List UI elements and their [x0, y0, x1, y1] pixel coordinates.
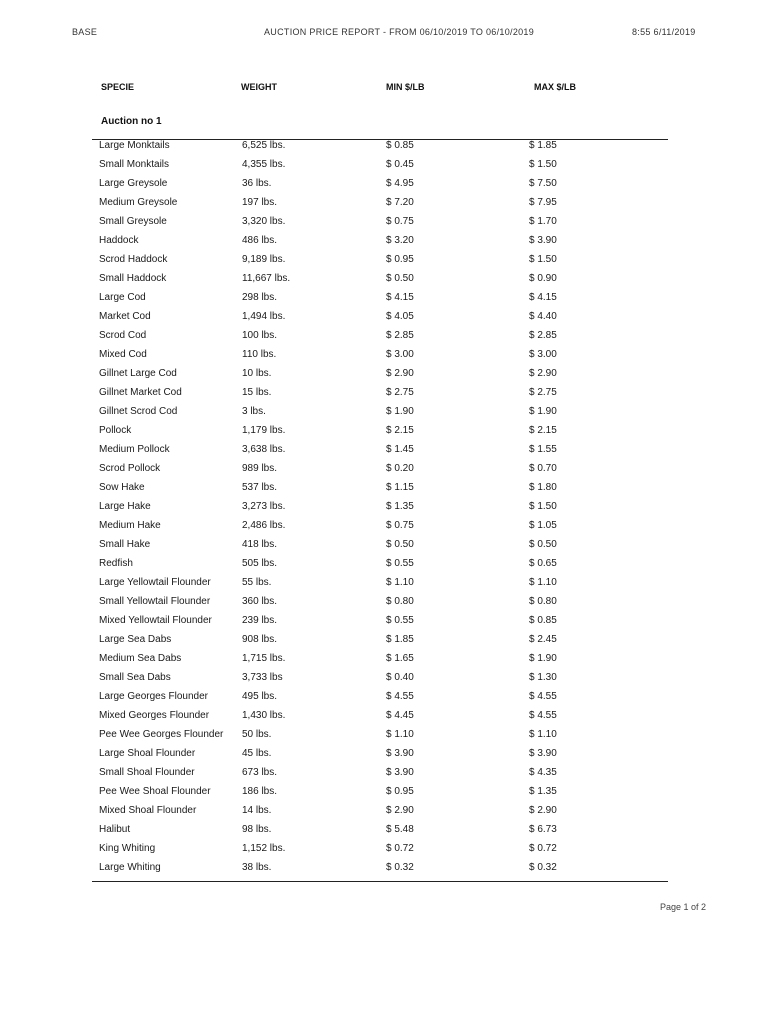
table-row: [0, 840, 768, 859]
cell-weight: 360 lbs.: [242, 596, 278, 607]
cell-max-price: $ 1.90: [529, 653, 557, 664]
table-row: [0, 555, 768, 574]
cell-weight: 9,189 lbs.: [242, 254, 286, 265]
table-row: [0, 384, 768, 403]
table-row: [0, 460, 768, 479]
table-row: [0, 517, 768, 536]
page-number: Page 1 of 2: [660, 902, 707, 912]
cell-weight: 1,715 lbs.: [242, 653, 286, 664]
cell-weight: 1,430 lbs.: [242, 710, 286, 721]
table-row: [0, 289, 768, 308]
cell-min-price: $ 3.90: [386, 748, 414, 759]
cell-weight: 36 lbs.: [242, 178, 272, 189]
cell-max-price: $ 0.85: [529, 615, 557, 626]
cell-specie: Scrod Pollock: [99, 463, 161, 474]
cell-max-price: $ 1.85: [529, 140, 557, 151]
cell-weight: 2,486 lbs.: [242, 520, 286, 531]
cell-weight: 1,152 lbs.: [242, 843, 286, 854]
cell-weight: 55 lbs.: [242, 577, 272, 588]
cell-max-price: $ 0.65: [529, 558, 557, 569]
cell-max-price: $ 2.90: [529, 368, 557, 379]
cell-specie: Medium Sea Dabs: [99, 653, 182, 664]
table-row: [0, 669, 768, 688]
cell-min-price: $ 1.90: [386, 406, 414, 417]
cell-min-price: $ 7.20: [386, 197, 414, 208]
table-row: [0, 783, 768, 802]
cell-specie: Medium Pollock: [99, 444, 170, 455]
cell-max-price: $ 7.50: [529, 178, 557, 189]
cell-specie: Mixed Yellowtail Flounder: [99, 615, 212, 626]
cell-max-price: $ 4.15: [529, 292, 557, 303]
cell-specie: Large Monktails: [99, 140, 170, 151]
cell-specie: Gillnet Large Cod: [99, 368, 177, 379]
cell-specie: Mixed Shoal Flounder: [99, 805, 197, 816]
cell-specie: Large Shoal Flounder: [99, 748, 196, 759]
table-row: [0, 707, 768, 726]
cell-min-price: $ 0.20: [386, 463, 414, 474]
cell-max-price: $ 1.50: [529, 501, 557, 512]
cell-weight: 110 lbs.: [242, 349, 277, 360]
cell-weight: 14 lbs.: [242, 805, 272, 816]
cell-min-price: $ 1.85: [386, 634, 414, 645]
cell-specie: Large Hake: [99, 501, 151, 512]
cell-max-price: $ 0.50: [529, 539, 557, 550]
cell-min-price: $ 3.20: [386, 235, 414, 246]
cell-min-price: $ 5.48: [386, 824, 414, 835]
cell-min-price: $ 2.85: [386, 330, 414, 341]
cell-min-price: $ 0.55: [386, 558, 414, 569]
cell-weight: 298 lbs.: [242, 292, 278, 303]
cell-max-price: $ 4.40: [529, 311, 557, 322]
cell-min-price: $ 0.55: [386, 615, 414, 626]
cell-weight: 495 lbs.: [242, 691, 278, 702]
table-row: [0, 498, 768, 517]
table-row: [0, 764, 768, 783]
table-row: [0, 137, 768, 156]
cell-max-price: $ 1.05: [529, 520, 557, 531]
cell-weight: 989 lbs.: [242, 463, 278, 474]
auction-section-label: Auction no 1: [101, 116, 162, 127]
cell-max-price: $ 1.90: [529, 406, 557, 417]
table-row: [0, 422, 768, 441]
cell-min-price: $ 4.15: [386, 292, 414, 303]
table-row: [0, 232, 768, 251]
cell-specie: Market Cod: [99, 311, 151, 322]
cell-max-price: $ 1.10: [529, 577, 557, 588]
cell-min-price: $ 0.72: [386, 843, 414, 854]
cell-max-price: $ 1.80: [529, 482, 557, 493]
cell-min-price: $ 0.95: [386, 254, 414, 265]
cell-weight: 45 lbs.: [242, 748, 272, 759]
cell-max-price: $ 1.35: [529, 786, 557, 797]
cell-weight: 3,273 lbs.: [242, 501, 286, 512]
cell-specie: Halibut: [99, 824, 131, 835]
cell-specie: Large Cod: [99, 292, 146, 303]
cell-min-price: $ 0.40: [386, 672, 414, 683]
cell-specie: Small Yellowtail Flounder: [99, 596, 211, 607]
column-header-max-price: MAX $/LB: [534, 82, 577, 92]
cell-max-price: $ 0.80: [529, 596, 557, 607]
cell-min-price: $ 0.95: [386, 786, 414, 797]
table-row: [0, 441, 768, 460]
cell-weight: 15 lbs.: [242, 387, 272, 398]
cell-specie: Small Hake: [99, 539, 151, 550]
cell-max-price: $ 1.10: [529, 729, 557, 740]
cell-specie: Small Shoal Flounder: [99, 767, 195, 778]
cell-specie: Mixed Cod: [99, 349, 147, 360]
cell-max-price: $ 0.32: [529, 862, 557, 873]
header-timestamp: 8:55 6/11/2019: [632, 27, 696, 37]
cell-min-price: $ 0.75: [386, 216, 414, 227]
cell-min-price: $ 0.32: [386, 862, 414, 873]
cell-max-price: $ 7.95: [529, 197, 557, 208]
cell-max-price: $ 2.90: [529, 805, 557, 816]
cell-weight: 3,320 lbs.: [242, 216, 286, 227]
table-row: [0, 194, 768, 213]
cell-weight: 186 lbs.: [242, 786, 278, 797]
table-row: [0, 479, 768, 498]
header-left-label: BASE: [72, 27, 98, 37]
cell-specie: Small Monktails: [99, 159, 170, 170]
cell-specie: Redfish: [99, 558, 133, 569]
cell-specie: Small Haddock: [99, 273, 167, 284]
table-row: [0, 688, 768, 707]
cell-min-price: $ 1.65: [386, 653, 414, 664]
cell-specie: Large Yellowtail Flounder: [99, 577, 211, 588]
cell-min-price: $ 4.55: [386, 691, 414, 702]
cell-min-price: $ 2.75: [386, 387, 414, 398]
cell-specie: Gillnet Market Cod: [99, 387, 182, 398]
cell-max-price: $ 3.00: [529, 349, 557, 360]
cell-min-price: $ 0.75: [386, 520, 414, 531]
cell-min-price: $ 0.45: [386, 159, 414, 170]
cell-min-price: $ 1.45: [386, 444, 414, 455]
table-row: [0, 802, 768, 821]
table-row: [0, 251, 768, 270]
table-row: [0, 745, 768, 764]
cell-min-price: $ 0.50: [386, 539, 414, 550]
column-header-min-price: MIN $/LB: [386, 82, 425, 92]
column-header-specie: SPECIE: [101, 82, 135, 92]
cell-min-price: $ 2.90: [386, 368, 414, 379]
table-row: [0, 650, 768, 669]
cell-max-price: $ 2.45: [529, 634, 557, 645]
cell-specie: Gillnet Scrod Cod: [99, 406, 178, 417]
cell-specie: Pee Wee Georges Flounder: [99, 729, 224, 740]
table-row: [0, 631, 768, 650]
cell-min-price: $ 0.80: [386, 596, 414, 607]
cell-min-price: $ 4.05: [386, 311, 414, 322]
column-header-weight: WEIGHT: [241, 82, 277, 92]
cell-max-price: $ 2.85: [529, 330, 557, 341]
cell-max-price: $ 0.72: [529, 843, 557, 854]
table-row: [0, 726, 768, 745]
cell-specie: Large Greysole: [99, 178, 168, 189]
cell-min-price: $ 0.50: [386, 273, 414, 284]
cell-weight: 1,494 lbs.: [242, 311, 286, 322]
cell-weight: 1,179 lbs.: [242, 425, 286, 436]
report-title: AUCTION PRICE REPORT - FROM 06/10/2019 TO 06/10/2019: [264, 27, 535, 37]
cell-max-price: $ 4.35: [529, 767, 557, 778]
price-table-body: [0, 137, 768, 878]
cell-weight: 673 lbs.: [242, 767, 278, 778]
cell-min-price: $ 1.15: [386, 482, 414, 493]
cell-specie: King Whiting: [99, 843, 156, 854]
cell-weight: 38 lbs.: [242, 862, 272, 873]
table-row: [0, 213, 768, 232]
cell-min-price: $ 3.90: [386, 767, 414, 778]
cell-max-price: $ 2.75: [529, 387, 557, 398]
cell-max-price: $ 3.90: [529, 235, 557, 246]
cell-max-price: $ 2.15: [529, 425, 557, 436]
cell-weight: 537 lbs.: [242, 482, 278, 493]
table-row: [0, 308, 768, 327]
cell-specie: Pee Wee Shoal Flounder: [99, 786, 211, 797]
cell-weight: 908 lbs.: [242, 634, 278, 645]
table-row: [0, 365, 768, 384]
cell-weight: 418 lbs.: [242, 539, 278, 550]
cell-min-price: $ 4.95: [386, 178, 414, 189]
cell-weight: 505 lbs.: [242, 558, 278, 569]
table-row: [0, 327, 768, 346]
cell-min-price: $ 2.15: [386, 425, 414, 436]
table-row: [0, 536, 768, 555]
cell-specie: Large Georges Flounder: [99, 691, 208, 702]
table-row: [0, 593, 768, 612]
cell-specie: Scrod Haddock: [99, 254, 168, 265]
cell-min-price: $ 1.10: [386, 729, 414, 740]
cell-specie: Sow Hake: [99, 482, 145, 493]
cell-max-price: $ 0.90: [529, 273, 557, 284]
cell-weight: 98 lbs.: [242, 824, 272, 835]
table-row: [0, 346, 768, 365]
cell-weight: 486 lbs.: [242, 235, 278, 246]
cell-weight: 3,733 lbs: [242, 672, 283, 683]
cell-max-price: $ 1.30: [529, 672, 557, 683]
table-row: [0, 821, 768, 840]
cell-max-price: $ 0.70: [529, 463, 557, 474]
cell-min-price: $ 2.90: [386, 805, 414, 816]
cell-max-price: $ 6.73: [529, 824, 557, 835]
cell-weight: 3,638 lbs.: [242, 444, 286, 455]
cell-specie: Small Sea Dabs: [99, 672, 171, 683]
table-row: [0, 859, 768, 878]
cell-min-price: $ 1.10: [386, 577, 414, 588]
table-row: [0, 574, 768, 593]
cell-weight: 10 lbs.: [242, 368, 272, 379]
cell-max-price: $ 1.70: [529, 216, 557, 227]
cell-weight: 3 lbs.: [242, 406, 266, 417]
cell-weight: 100 lbs.: [242, 330, 278, 341]
cell-weight: 197 lbs.: [242, 197, 278, 208]
table-row: [0, 175, 768, 194]
cell-specie: Medium Hake: [99, 520, 161, 531]
cell-specie: Haddock: [99, 235, 139, 246]
cell-specie: Large Sea Dabs: [99, 634, 172, 645]
cell-min-price: $ 1.35: [386, 501, 414, 512]
cell-max-price: $ 4.55: [529, 710, 557, 721]
cell-max-price: $ 1.50: [529, 159, 557, 170]
cell-specie: Pollock: [99, 425, 132, 436]
cell-max-price: $ 4.55: [529, 691, 557, 702]
cell-max-price: $ 3.90: [529, 748, 557, 759]
cell-weight: 6,525 lbs.: [242, 140, 286, 151]
cell-weight: 50 lbs.: [242, 729, 272, 740]
cell-max-price: $ 1.50: [529, 254, 557, 265]
cell-specie: Medium Greysole: [99, 197, 178, 208]
cell-specie: Large Whiting: [99, 862, 161, 873]
table-row: [0, 403, 768, 422]
cell-weight: 4,355 lbs.: [242, 159, 286, 170]
cell-max-price: $ 1.55: [529, 444, 557, 455]
bottom-divider: [92, 881, 668, 882]
cell-specie: Mixed Georges Flounder: [99, 710, 210, 721]
cell-weight: 239 lbs.: [242, 615, 278, 626]
cell-min-price: $ 4.45: [386, 710, 414, 721]
table-row: [0, 270, 768, 289]
cell-min-price: $ 3.00: [386, 349, 414, 360]
cell-specie: Small Greysole: [99, 216, 167, 227]
cell-min-price: $ 0.85: [386, 140, 414, 151]
table-row: [0, 612, 768, 631]
table-row: [0, 156, 768, 175]
cell-specie: Scrod Cod: [99, 330, 147, 341]
cell-weight: 11,667 lbs.: [242, 273, 291, 284]
